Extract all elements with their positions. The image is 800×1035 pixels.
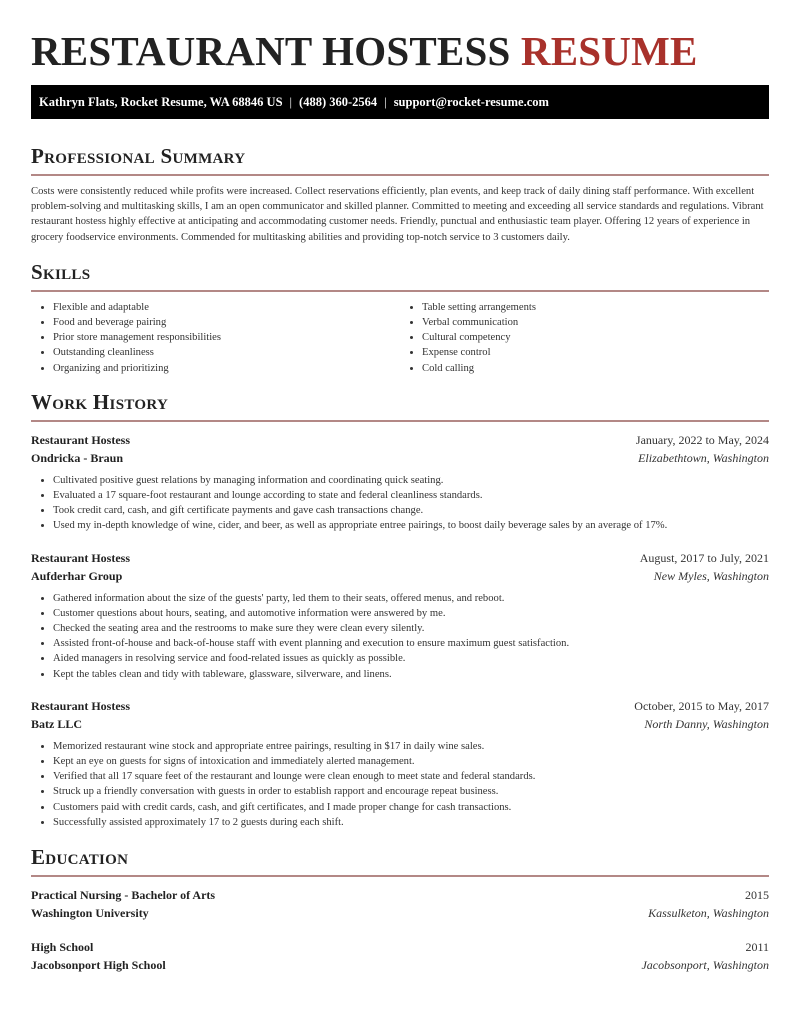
job-location: North Danny, Washington bbox=[644, 716, 769, 731]
skills-list-right bbox=[400, 300, 769, 376]
skills-list-left bbox=[31, 300, 400, 376]
skill-item: • Flexible and adaptable bbox=[53, 300, 400, 315]
education-school: Washington University bbox=[31, 906, 149, 921]
contact-bar bbox=[31, 85, 769, 119]
education-location: Jacobsonport, Washington bbox=[641, 958, 769, 973]
job-bullet: • Evaluated a 17 square-foot restaurant and lounge according to state and federal cleanliness standards. bbox=[53, 488, 769, 503]
skill-item: • Food and beverage pairing bbox=[53, 315, 400, 330]
education-section bbox=[31, 844, 769, 974]
job-bullet: • Successfully assisted approximately 17 to 2 guests during each shift. bbox=[53, 815, 769, 830]
summary-text: Costs were consistently reduced while profits were increased. Collect reservations efficiently, plan events, and keep track of daily dining staff performance. With excellent problem-solving and multitasking skills, I am an open communicator and skilled planner. Committed to meeting and exceeding all service standards and regulations. Vibrant restaurant hostess highly effective at anticipating and accommodating customer needs. Friendly, punctual and enthusiastic team player. Offering 12 years of experience in grocery foodservice environments. Commended for multitasking abilities and providing top-notch service to 3 customers daily. bbox=[31, 186, 764, 243]
job-dates: January, 2022 to May, 2024 bbox=[635, 432, 769, 447]
contact-address: Kathryn Flats, Rocket Resume, WA 68846 US bbox=[39, 95, 283, 109]
skill-item: • Organizing and prioritizing bbox=[53, 361, 400, 376]
title-accent: RESUME bbox=[520, 28, 698, 74]
job-bullet: • Took credit card, cash, and gift certificate payments and gave cash transactions change. bbox=[53, 503, 769, 518]
job-bullet: • Memorized restaurant wine stock and appropriate entree pairings, resulting in $17 in daily wine sales. bbox=[53, 739, 769, 754]
education-school: Jacobsonport High School bbox=[31, 958, 166, 973]
skill-item: • Expense control bbox=[422, 345, 769, 360]
job-company: Ondricka - Braun bbox=[31, 450, 124, 465]
job-entry bbox=[31, 431, 769, 534]
job-entry bbox=[31, 697, 769, 830]
contact-separator: | bbox=[289, 95, 293, 109]
job-bullets bbox=[31, 591, 769, 682]
skills-columns bbox=[31, 300, 769, 376]
skill-item: • Prior store management responsibilities bbox=[53, 330, 400, 345]
skill-item: • Outstanding cleanliness bbox=[53, 345, 400, 360]
job-title: Restaurant Hostess bbox=[31, 698, 130, 713]
education-entry bbox=[31, 886, 769, 922]
job-title: Restaurant Hostess bbox=[31, 432, 130, 447]
contact-phone: (488) 360-2564 bbox=[299, 95, 378, 109]
job-bullet: • Used my in-depth knowledge of wine, cider, and beer, as well as appropriate entree pairings, to boost daily beverage sales by an average of 17%. bbox=[53, 518, 769, 533]
job-dates: October, 2015 to May, 2017 bbox=[634, 698, 769, 713]
skills-section bbox=[31, 259, 769, 376]
contact-separator: | bbox=[384, 95, 387, 109]
job-entry bbox=[31, 549, 769, 682]
job-bullet: • Cultivated positive guest relations by managing information and coordinating quick seating. bbox=[53, 473, 769, 488]
section-heading-education: Education bbox=[31, 845, 129, 870]
job-bullet: • Assisted front-of-house and back-of-house staff with event planning and execution to ensure maximum guest satisfaction. bbox=[53, 636, 769, 651]
education-degree: Practical Nursing - Bachelor of Arts bbox=[31, 888, 216, 903]
education-location: Kassulketon, Washington bbox=[648, 906, 769, 921]
job-bullet: • Checked the seating area and the restrooms to make sure they were clean every silently. bbox=[53, 621, 769, 636]
job-bullet: • Kept the tables clean and tidy with tableware, glassware, silverware, and linens. bbox=[53, 667, 769, 682]
section-divider bbox=[31, 875, 769, 877]
job-location: New Myles, Washington bbox=[653, 568, 769, 583]
job-bullet: • Customer questions about hours, seating, and automotive information were answered by me. bbox=[53, 606, 769, 621]
section-divider bbox=[31, 174, 769, 176]
job-company: Aufderhar Group bbox=[31, 568, 123, 583]
education-degree: High School bbox=[31, 940, 94, 955]
title-main: RESTAURANT HOSTESS bbox=[31, 28, 511, 74]
education-year: 2015 bbox=[745, 888, 769, 903]
job-bullet: • Customers paid with credit cards, cash, and gift certificates, and I made proper change for cash transactions. bbox=[53, 800, 769, 815]
job-bullets bbox=[31, 739, 769, 830]
section-divider bbox=[31, 290, 769, 292]
job-dates: August, 2017 to July, 2021 bbox=[639, 550, 769, 565]
job-location: Elizabethtown, Washington bbox=[638, 450, 769, 465]
section-heading-skills: Skills bbox=[31, 259, 91, 284]
section-heading-summary: Professional Summary bbox=[31, 144, 246, 168]
skill-item: • Cold calling bbox=[422, 361, 769, 376]
section-divider bbox=[31, 420, 769, 422]
job-bullet: • Gathered information about the size of the guests' party, led them to their seats, offered menus, and reboot. bbox=[53, 591, 769, 606]
contact-email: support@rocket-resume.com bbox=[393, 95, 549, 109]
job-bullets bbox=[31, 473, 769, 534]
work-history-section bbox=[31, 389, 769, 830]
job-title: Restaurant Hostess bbox=[31, 550, 130, 565]
education-year: 2011 bbox=[745, 940, 769, 955]
job-bullet: • Aided managers in resolving service and food-related issues as quickly as possible. bbox=[53, 651, 769, 666]
resume-title bbox=[31, 0, 769, 74]
summary-section bbox=[31, 143, 769, 245]
job-company: Batz LLC bbox=[31, 716, 82, 731]
skill-item: • Table setting arrangements bbox=[422, 300, 769, 315]
section-heading-work-history: Work History bbox=[31, 389, 169, 414]
job-bullet: • Struck up a friendly conversation with guests in order to establish rapport and encourage repeat business. bbox=[53, 784, 769, 799]
job-bullet: • Kept an eye on guests for signs of intoxication and immediately alerted management. bbox=[53, 754, 769, 769]
skill-item: • Verbal communication bbox=[422, 315, 769, 330]
skill-item: • Cultural competency bbox=[422, 330, 769, 345]
job-bullet: • Verified that all 17 square feet of the restaurant and lounge were clean enough to meet state and federal standards. bbox=[53, 769, 769, 784]
education-entry bbox=[31, 938, 769, 974]
